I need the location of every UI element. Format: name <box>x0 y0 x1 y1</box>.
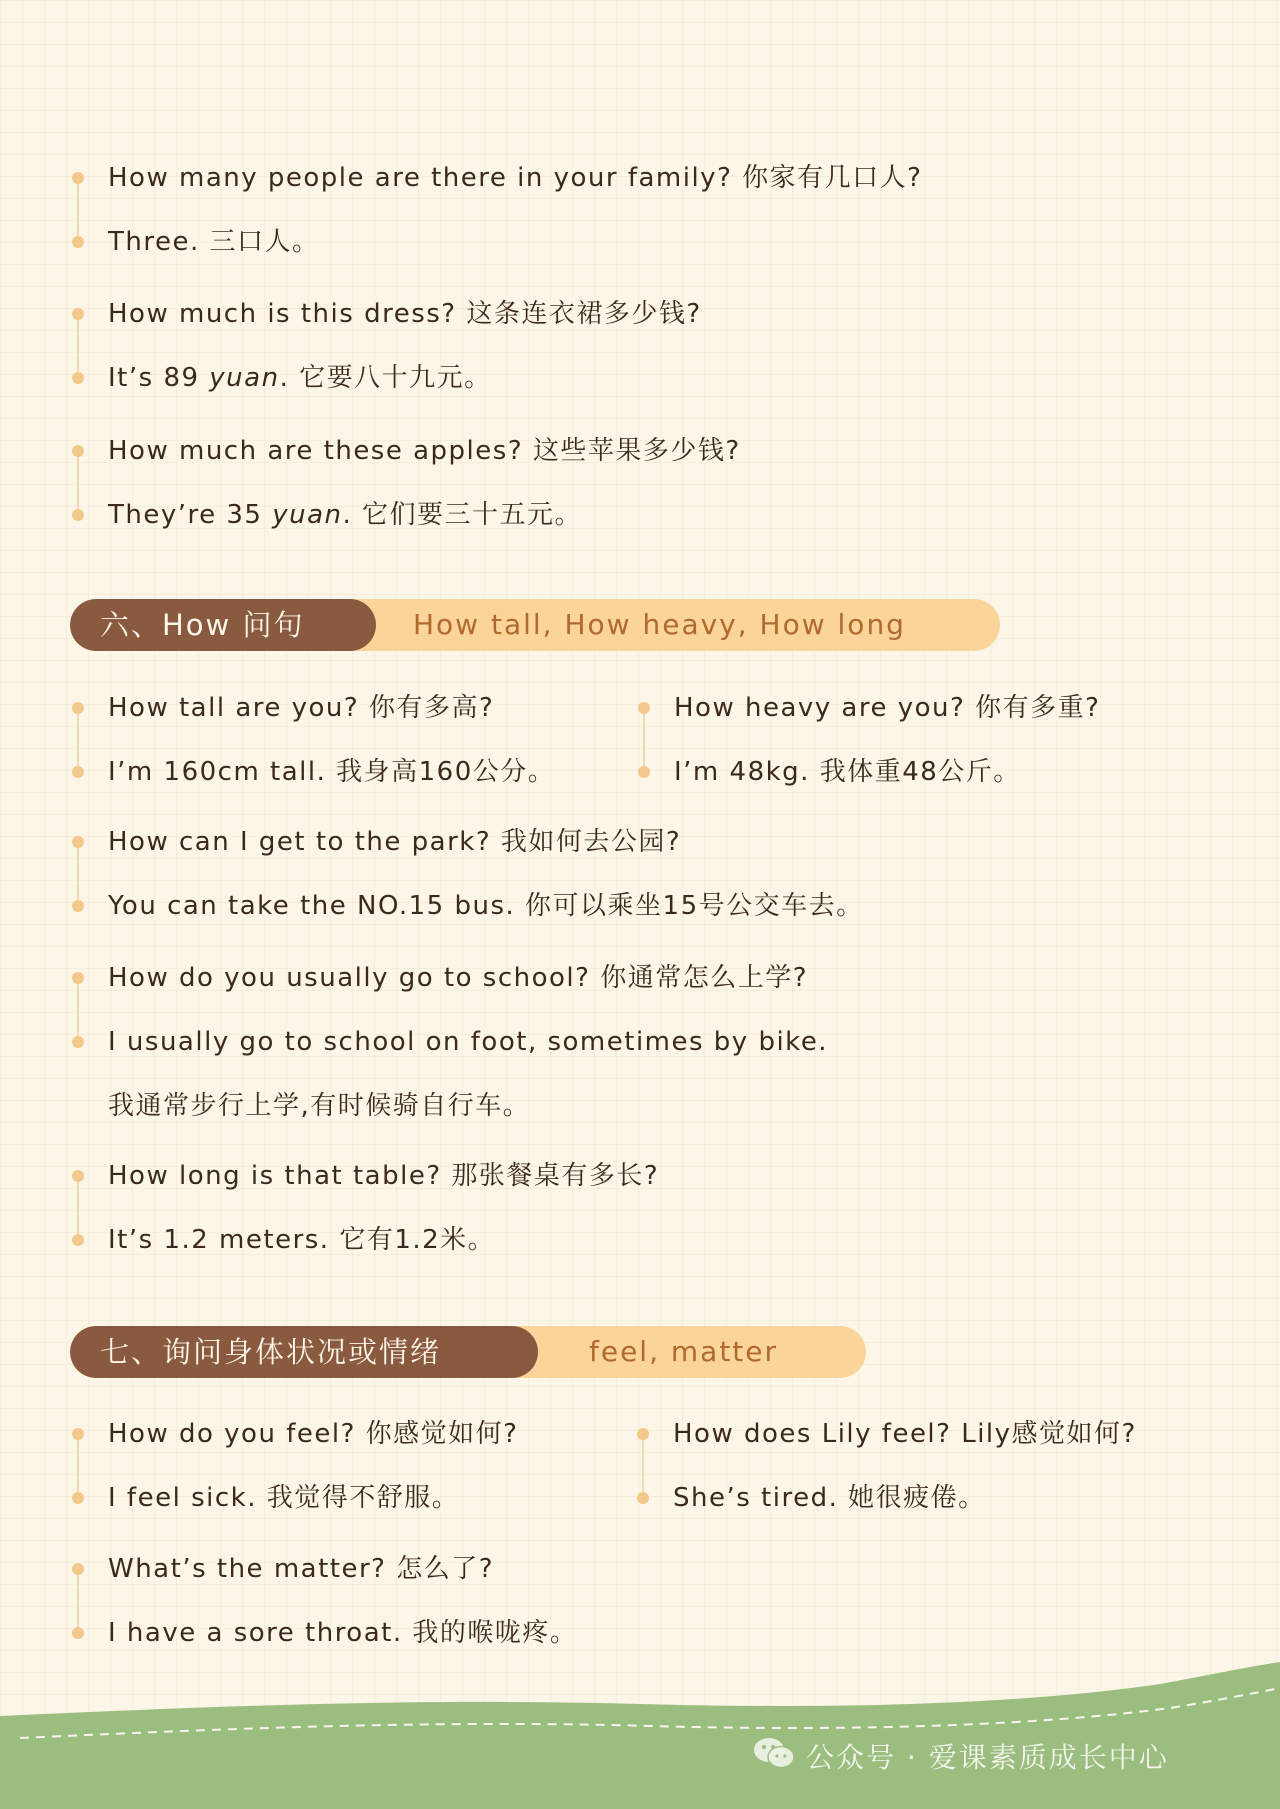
bullet-dot <box>72 702 84 714</box>
bullet-dot <box>72 766 84 778</box>
wechat-icon <box>752 1735 796 1778</box>
bullet-dot <box>72 445 84 457</box>
question-line: How heavy are you? 你有多重? <box>674 688 1100 728</box>
answer-line: I usually go to school on foot, sometimes by bike. <box>108 1022 828 1062</box>
question-line: How much are these apples? 这些苹果多少钱? <box>108 431 741 471</box>
bullet-dot <box>72 509 84 521</box>
question-line: How much is this dress? 这条连衣裙多少钱? <box>108 294 702 334</box>
bullet-dot <box>72 1492 84 1504</box>
bullet-dot <box>72 972 84 984</box>
bullet-dot <box>72 1627 84 1639</box>
bullet-dot <box>72 836 84 848</box>
question-line: What’s the matter? 怎么了? <box>108 1549 494 1589</box>
answer-line: I have a sore throat. 我的喉咙疼。 <box>108 1613 577 1653</box>
question-line: How tall are you? 你有多高? <box>108 688 494 728</box>
question-line: How can I get to the park? 我如何去公园? <box>108 822 681 862</box>
bullet-dot <box>637 1492 649 1504</box>
bullet-dot <box>637 1428 649 1440</box>
answer-line: Three. 三口人。 <box>108 222 320 262</box>
answer-line: She’s tired. 她很疲倦。 <box>673 1478 986 1518</box>
section-7-title: 七、询问身体状况或情绪 <box>70 1326 538 1378</box>
watermark-text: 公众号 · 爱课素质成长中心 <box>806 1741 1169 1774</box>
bullet-dot <box>72 1234 84 1246</box>
bullet-dot <box>72 1036 84 1048</box>
bullet-dot <box>72 900 84 912</box>
bullet-dot <box>638 702 650 714</box>
answer-line: I feel sick. 我觉得不舒服。 <box>108 1478 459 1518</box>
footer-wave <box>0 1660 1280 1809</box>
bullet-dot <box>72 1170 84 1182</box>
section-7-keywords: feel, matter <box>589 1335 779 1368</box>
question-line: How do you feel? 你感觉如何? <box>108 1414 518 1454</box>
bullet-dot <box>72 372 84 384</box>
answer-line: They’re 35 yuan. 它们要三十五元。 <box>108 495 582 535</box>
bullet-dot <box>72 1563 84 1575</box>
bullet-dot <box>72 308 84 320</box>
section-6-keywords: How tall, How heavy, How long <box>413 608 906 641</box>
question-line: How does Lily feel? Lily感觉如何? <box>673 1414 1137 1454</box>
answer-line: It’s 1.2 meters. 它有1.2米。 <box>108 1220 495 1260</box>
watermark <box>752 1736 1169 1776</box>
bullet-dot <box>72 172 84 184</box>
answer-line: You can take the NO.15 bus. 你可以乘坐15号公交车去。 <box>108 886 864 926</box>
bullet-dot <box>638 766 650 778</box>
question-line: How many people are there in your family? 你家有几口人? <box>108 158 922 198</box>
section-7-banner <box>70 1326 866 1378</box>
question-line: How do you usually go to school? 你通常怎么上学? <box>108 958 808 998</box>
answer-translation-line: 我通常步行上学,有时候骑自行车。 <box>108 1091 531 1121</box>
answer-line: I’m 48kg. 我体重48公斤。 <box>674 752 1021 792</box>
section-6-title: 六、How 问句 <box>70 599 376 651</box>
answer-line: It’s 89 yuan. 它要八十九元。 <box>108 358 492 398</box>
section-6-banner <box>70 599 1000 651</box>
question-line: How long is that table? 那张餐桌有多长? <box>108 1156 659 1196</box>
answer-line: I’m 160cm tall. 我身高160公分。 <box>108 752 555 792</box>
bullet-dot <box>72 1428 84 1440</box>
bullet-dot <box>72 236 84 248</box>
